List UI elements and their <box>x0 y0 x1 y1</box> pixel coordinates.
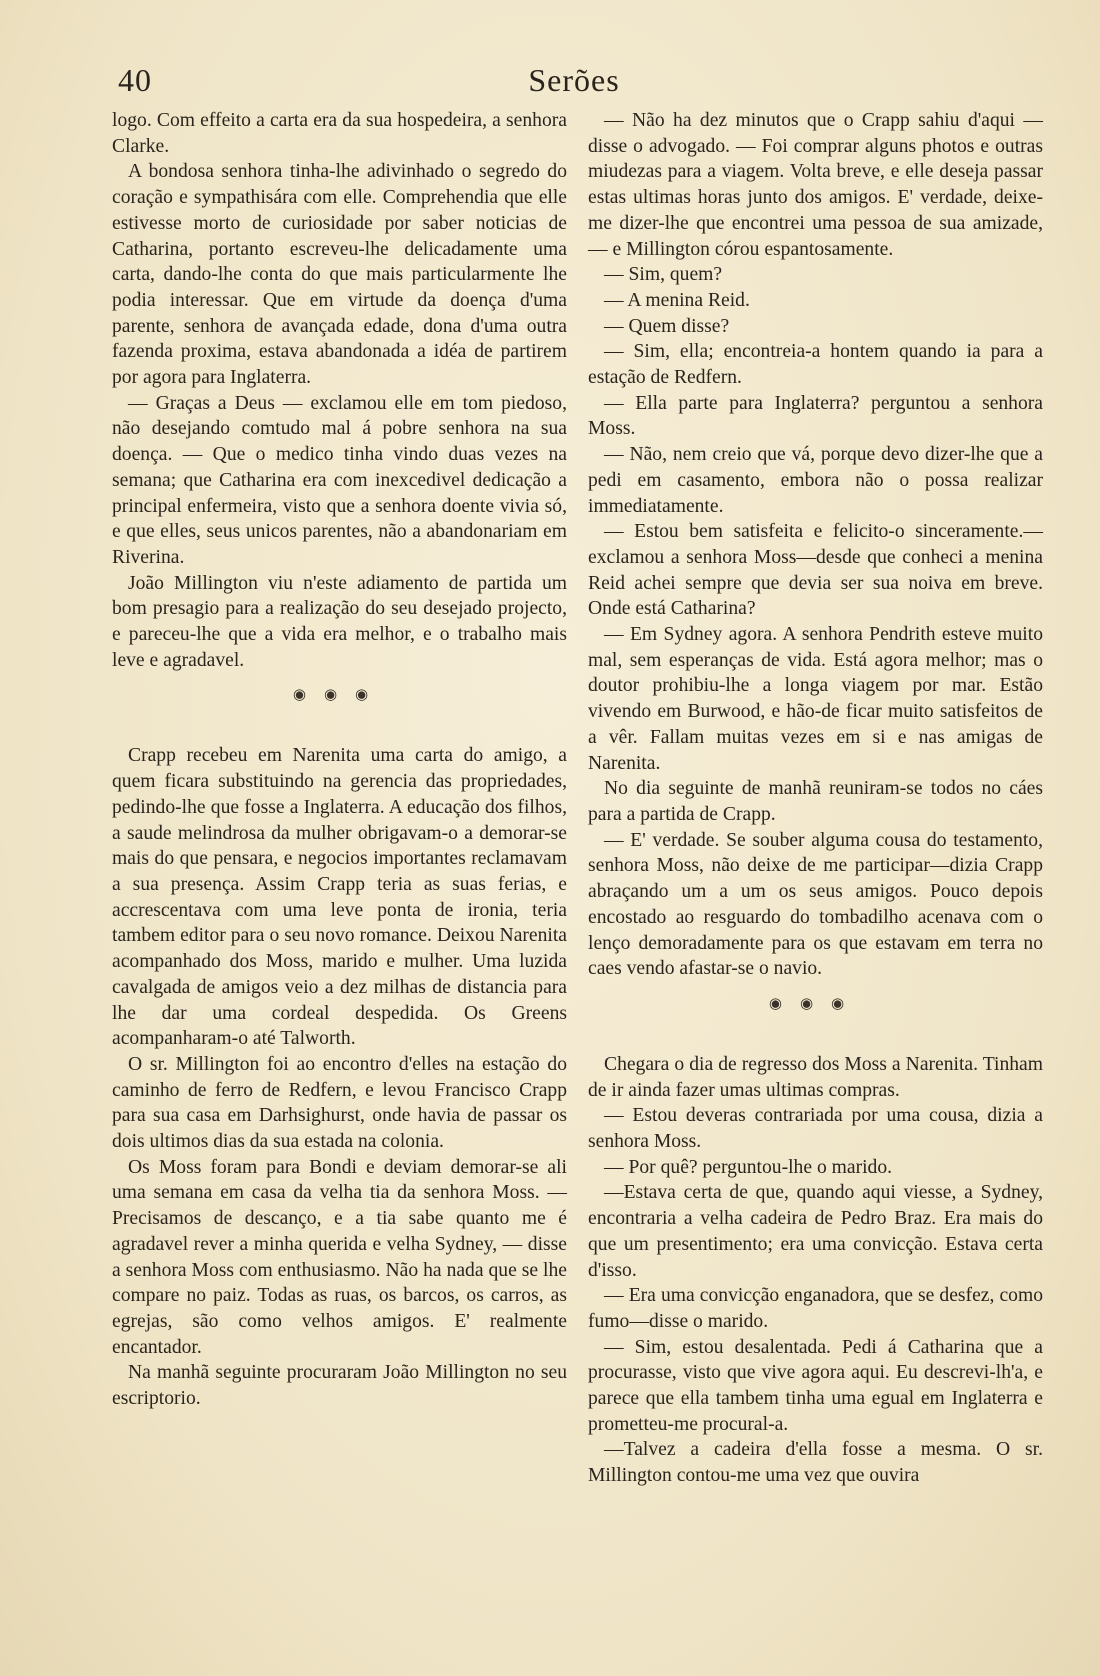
paragraph: — Em Sydney agora. A senhora Pendrith esteve muito mal, sem esperanças de vida. Está agora melhor; mas o doutor prohibiu-lhe a longa viagem por mar. Estão vivendo em Burwood, e hão-de ficar muito satisfeitos de a vêr. Fallam muitas vezes em si e nas amigas de Narenita. <box>588 624 1043 774</box>
paragraph: — Sim, ella; encontreia-a hontem quando ia para a estação de Redfern. <box>588 341 1043 389</box>
paragraph: No dia seguinte de manhã reuniram-se todos no cáes para a partida de Crapp. <box>588 778 1043 825</box>
ornament-mark: ◉ <box>292 687 324 704</box>
paragraph: logo. Com effeito a carta era da sua hospedeira, a senhora Clarke. <box>112 110 567 157</box>
ornament-mark: ◉ <box>831 995 863 1012</box>
paragraph: João Millington viu n'este adiamento de partida um bom presagio para a realização do seu desejado projecto, e pareceu-lhe que a vida era melhor, e o trabalho mais leve e agradavel. <box>112 572 567 671</box>
paragraph: — Era uma convicção enganadora, que se desfez, como fumo—disse o marido. <box>588 1285 1043 1332</box>
section-ornament <box>112 683 567 709</box>
paragraph: —Estava certa de que, quando aqui viesse, a Sydney, encontraria a velha cadeira de Pedro Braz. Era mais do que um presentimento; era uma convicção. Estava certa d'isso. <box>588 1182 1043 1281</box>
ornament-mark: ◉ <box>323 687 356 704</box>
paragraph: A bondosa senhora tinha-lhe adivinhado o segredo do coração e sympathisára com elle. Comprehendia que elle estivesse morto de curiosidade por saber noticias de Catharina, portanto escreveu-lhe delicadamente uma carta, dando-lhe conta do que mais particularmente lhe podia interessar. Que em virtude da doença d'uma parente, senhora de avançada edade, dona d'uma outra fazenda proxima, estava abandonada a idéa de partirem por agora para Inglaterra. <box>112 161 567 389</box>
paragraph: —Talvez a cadeira d'ella fosse a mesma. O sr. Millington contou-me uma vez que ouvira <box>588 1439 1043 1487</box>
paragraph: Na manhã seguinte procuraram João Millington no seu escriptorio. <box>112 1362 567 1410</box>
page-number: 40 <box>118 62 152 98</box>
paragraph: Chegara o dia de regresso dos Moss a Narenita. Tinham de ir ainda fazer umas ultimas compras. <box>588 1053 1043 1101</box>
running-title: Serões <box>528 62 620 98</box>
ornament-mark: ◉ <box>355 687 387 704</box>
paragraph: — Não, nem creio que vá, porque devo dizer-lhe que a pedi em casamento, embora não o possa realizar immediatamente. <box>588 444 1043 517</box>
paragraph: — A menina Reid. <box>604 289 750 311</box>
paragraph: Os Moss foram para Bondi e deviam demorar-se ali uma semana em casa da velha tia da senhora Moss. — Precisamos de descanço, e a tia sabe quanto me é agradavel rever a minha querida e velha Sydney, — disse a senhora Moss com enthusiasmo. Não ha nada que se lhe compare no paiz. Todas as ruas, os barcos, os carros, as egrejas, são como velhos amigos. E' realmente encantador. <box>112 1156 567 1358</box>
paragraph: — E' verdade. Se souber alguma cousa do testamento, senhora Moss, não deixe de me participar—dizia Crapp abraçando um a um os seus amigos. Pouco depois encostado ao resguardo do tombadilho acenava com o lenço demoradamente para os que estavam em terra no caes vendo afastar-se o navio. <box>588 829 1043 980</box>
section-ornament <box>588 992 1043 1018</box>
paragraph: O sr. Millington foi ao encontro d'elles na estação do caminho de ferro de Redfern, e levou Francisco Crapp para sua casa em Darhsighurst, onde havia de passar os dois ultimos dias da sua estada na colonia. <box>112 1053 567 1153</box>
paragraph: Crapp recebeu em Narenita uma carta do amigo, a quem ficara substituindo na gerencia das propriedades, pedindo-lhe que fosse a Inglaterra. A educação dos filhos, a saude melindrosa da mulher obrigavam-o a demorar-se mais do que pensara, e negocios importantes reclamavam a sua presença. Assim Crapp teria as suas ferias, e accrescentava com uma leve ponta de ironia, teria tambem editor para o seu novo romance. Deixou Narenita acompanhado dos Moss, marido e mulher. Uma luzida cavalgada de amigos veio a dez milhas de distancia para lhe dar uma cordeal despedida. Os Greens acompanharam-o até Talworth. <box>112 745 567 1050</box>
paragraph: — Ella parte para Inglaterra? perguntou a senhora Moss. <box>588 392 1043 440</box>
page-header <box>118 62 1030 102</box>
paragraph: — Não ha dez minutos que o Crapp sahiu d'aqui — disse o advogado. — Foi comprar alguns photos e outras miudezas para a viagem. Volta breve, e elle deseja passar estas ultimas horas junto dos amigos. E' verdade, deixe-me dizer-lhe que encontrei uma pessoa de sua amizade, — e Millington córou espantosamente. <box>588 110 1043 260</box>
paragraph: — Graças a Deus — exclamou elle em tom piedoso, não desejando comtudo mal á pobre senhora na sua doença. — Que o medico tinha vindo duas vezes na semana; que Catharina era com inexcedivel dedicação a principal enfermeira, visto que a senhora doente vivia só, e que elles, seus unicos parentes, não a abandonariam em Riverina. <box>112 392 567 568</box>
paragraph: — Por quê? perguntou-lhe o marido. <box>604 1156 893 1178</box>
ornament-mark: ◉ <box>768 995 800 1012</box>
right-column <box>588 108 1043 1489</box>
ornament-mark: ◉ <box>799 995 832 1012</box>
paragraph: — Sim, estou desalentada. Pedi á Catharina que a procurasse, visto que vive agora aqui. Eu descrevi-lh'a, e parece que ella tambem tinha uma egual em Inglaterra e prometteu-me procural-a. <box>588 1336 1043 1435</box>
paragraph: — Estou bem satisfeita e felicito-o sinceramente.—exclamou a senhora Moss—desde que conheci a menina Reid achei sempre que devia ser sua noiva em breve. Onde está Catharina? <box>588 521 1043 620</box>
paragraph: — Estou deveras contrariada por uma cousa, dizia a senhora Moss. <box>588 1105 1043 1153</box>
paragraph: — Sim, quem? <box>604 264 723 286</box>
paragraph: — Quem disse? <box>604 315 730 337</box>
left-column <box>112 108 567 1412</box>
